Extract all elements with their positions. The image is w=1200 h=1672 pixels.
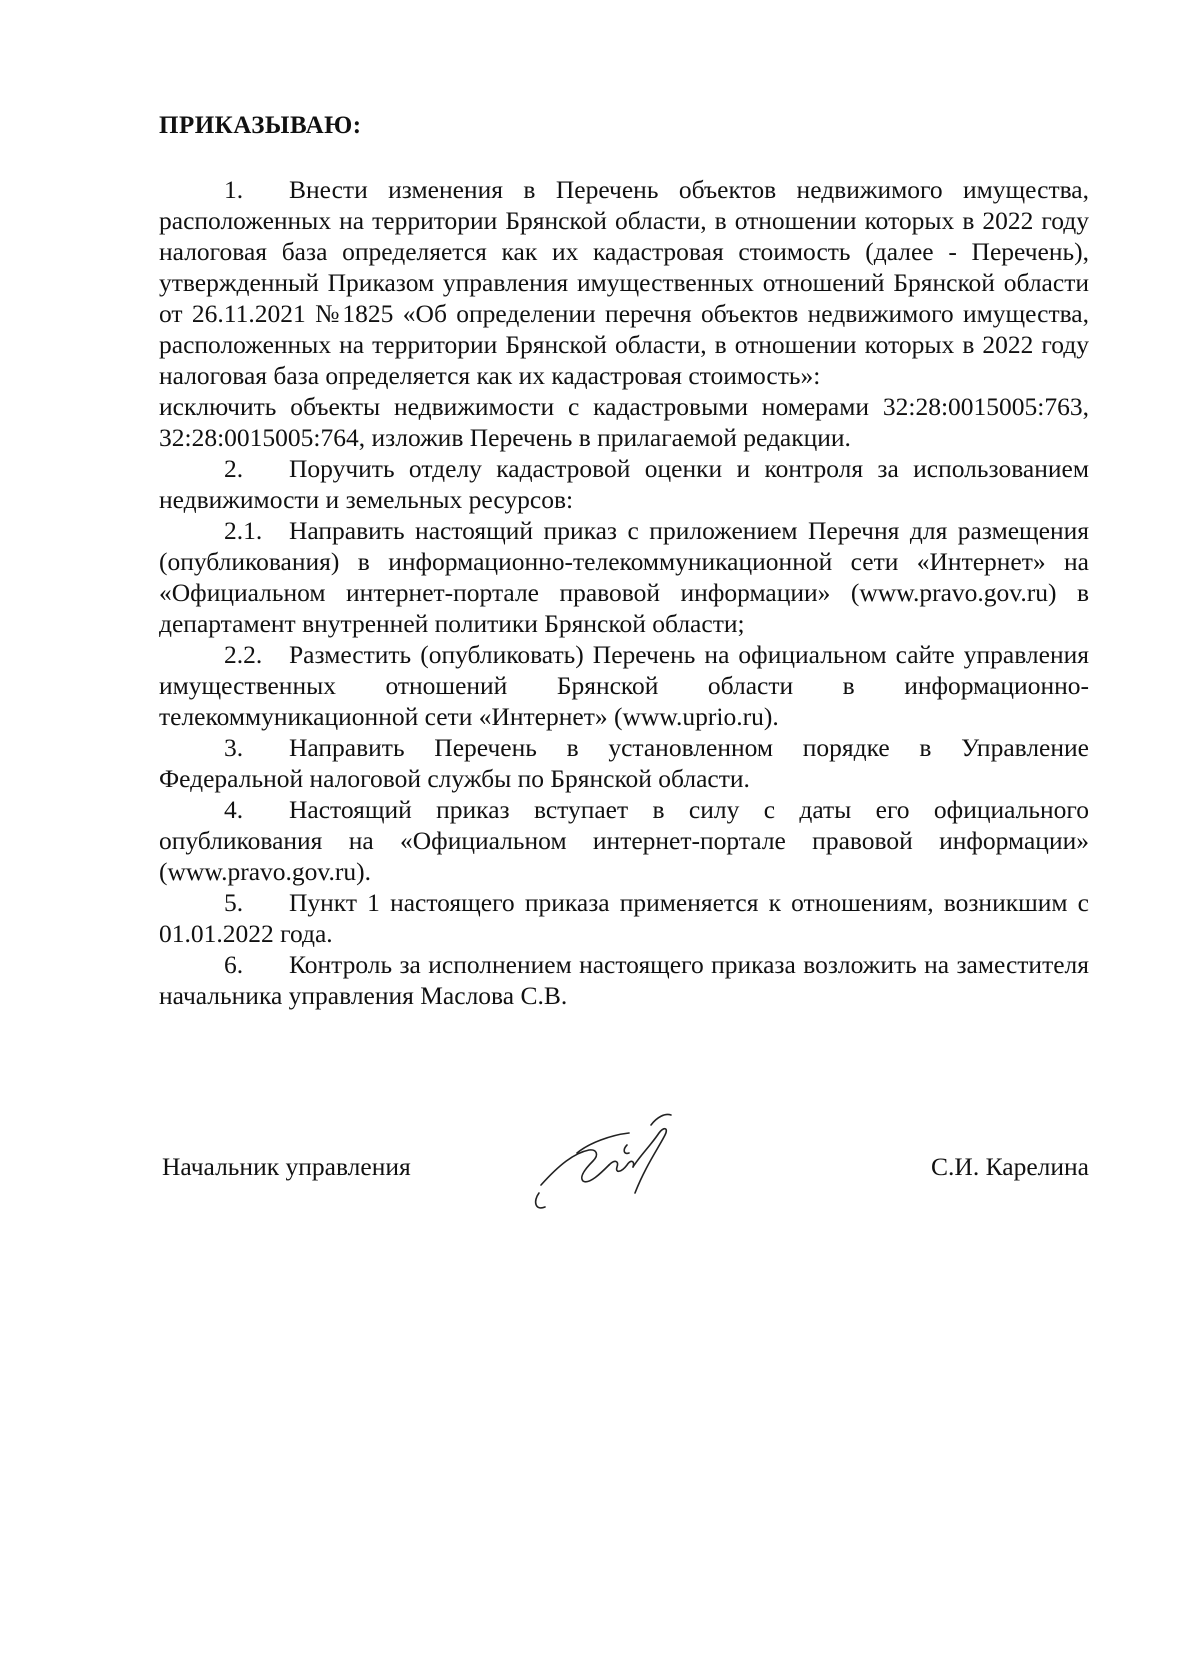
order-item-4 bbox=[159, 794, 1089, 887]
order-item-5 bbox=[159, 887, 1089, 949]
item-number: 2.1. bbox=[224, 516, 263, 545]
handwritten-signature bbox=[519, 1105, 709, 1215]
item-text: Настоящий приказ вступает в силу с даты его официального опубликования на «Официальном интернет-портале правовой информации» (www.pravo.gov.ru). bbox=[159, 795, 1089, 886]
item-text: Направить Перечень в установленном порядке в Управление Федеральной налоговой службы по Брянской области. bbox=[159, 733, 1089, 793]
item-number: 1. bbox=[224, 175, 244, 204]
signatory-name: С.И. Карелина bbox=[931, 1152, 1089, 1181]
item-number: 2.2. bbox=[224, 640, 263, 669]
item-number: 6. bbox=[224, 950, 244, 979]
order-item-2-2 bbox=[159, 639, 1089, 732]
order-item-2-1 bbox=[159, 515, 1089, 639]
item-number: 5. bbox=[224, 888, 244, 917]
item-number: 4. bbox=[224, 795, 244, 824]
order-heading: ПРИКАЗЫВАЮ: bbox=[159, 112, 362, 139]
order-item-2 bbox=[159, 453, 1089, 515]
order-item-6 bbox=[159, 949, 1089, 1011]
item-text: Поручить отделу кадастровой оценки и контроля за использованием недвижимости и земельных ресурсов: bbox=[159, 454, 1089, 514]
document-body bbox=[159, 110, 1089, 1011]
item-text: Разместить (опубликовать) Перечень на официальном сайте управления имущественных отношений Брянской области в информационно-телекоммуникационной сети «Интернет» (www.uprio.ru). bbox=[159, 640, 1089, 731]
signature-block bbox=[159, 1135, 1089, 1235]
order-item-1-continuation: исключить объекты недвижимости с кадастровыми номерами 32:28:0015005:763, 32:28:0015005:764, изложив Перечень в прилагаемой редакции. bbox=[159, 392, 1089, 452]
item-number: 2. bbox=[224, 454, 244, 483]
item-text: Контроль за исполнением настоящего приказа возложить на заместителя начальника управления Маслова С.В. bbox=[159, 950, 1089, 1010]
signatory-position: Начальник управления bbox=[162, 1152, 411, 1181]
order-item-3 bbox=[159, 732, 1089, 794]
item-text: Направить настоящий приказ с приложением Перечня для размещения (опубликования) в информационно-телекоммуникационной сети «Интернет» на «Официальном интернет-портале правовой информации» (www.pravo.gov.ru) в департамент внутренней политики Брянской области; bbox=[159, 516, 1089, 638]
item-text: Внести изменения в Перечень объектов недвижимого имущества, расположенных на территории Брянской области, в отношении которых в 2022 году налоговая база определяется как их кадастровая стоимость (далее - Перечень), утвержденный Приказом управления имущественных отношений Брянской области от 26.11.2021 №1825 «Об определении перечня объектов недвижимого имущества, расположенных на территории Брянской области, в отношении которых в 2022 году налоговая база определяется как их кадастровая стоимость»: bbox=[159, 175, 1089, 390]
item-number: 3. bbox=[224, 733, 244, 762]
order-item-1 bbox=[159, 174, 1089, 391]
item-text: Пункт 1 настоящего приказа применяется к отношениям, возникшим с 01.01.2022 года. bbox=[159, 888, 1089, 948]
